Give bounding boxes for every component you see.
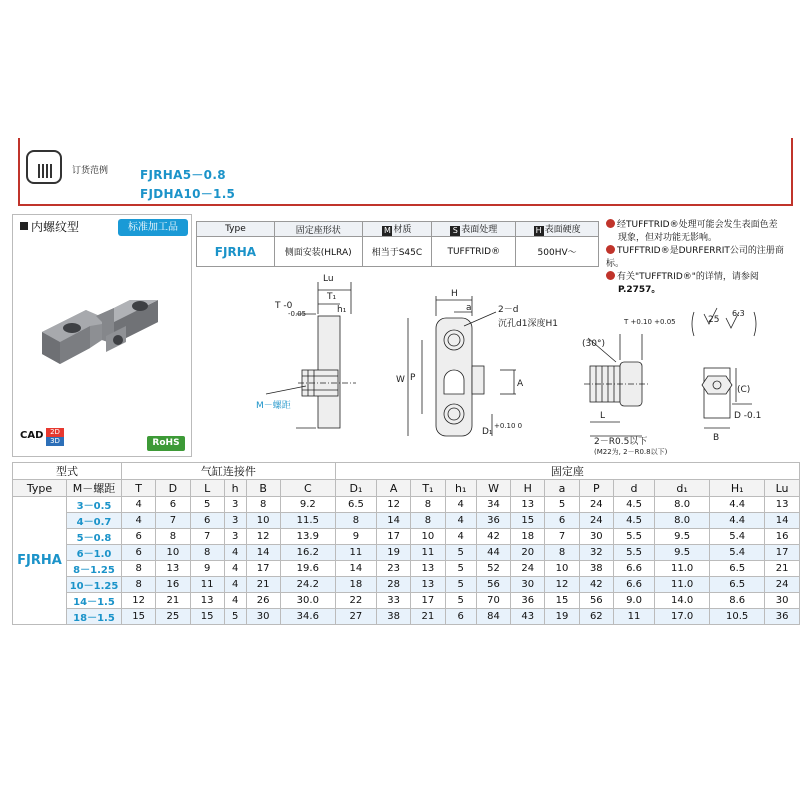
table-cell: 12 xyxy=(122,593,156,609)
col-header: L xyxy=(190,480,224,497)
type-cell: FJRHA xyxy=(13,497,67,625)
table-cell: 11 xyxy=(613,609,654,625)
note-3-page-link[interactable]: P.2757。 xyxy=(618,285,661,295)
group-header-type: 型式 xyxy=(13,463,122,480)
table-cell: 56 xyxy=(476,577,510,593)
table-cell: 38 xyxy=(579,561,613,577)
order-example-2: FJDHA10－1.5 xyxy=(140,187,236,201)
table-cell: 32 xyxy=(579,545,613,561)
group-header-connector: 气缸连接件 xyxy=(122,463,336,480)
table-cell: 14 xyxy=(765,513,800,529)
table-cell: 5 xyxy=(445,561,476,577)
spec-type-value: FJRHA xyxy=(197,237,275,267)
col-header: W xyxy=(476,480,510,497)
table-cell: 20 xyxy=(511,545,545,561)
cad-label: CAD xyxy=(20,430,44,441)
table-cell: 15 xyxy=(190,609,224,625)
table-cell: 24 xyxy=(579,513,613,529)
note-marker-icon xyxy=(606,245,615,254)
table-cell: 6 xyxy=(190,513,224,529)
table-cell: 6.5 xyxy=(710,577,765,593)
table-cell: 17.0 xyxy=(655,609,710,625)
table-cell: 36 xyxy=(765,609,800,625)
order-example-1: FJRHA5－0.8 xyxy=(140,168,226,182)
col-header: a xyxy=(545,480,579,497)
table-cell: 21 xyxy=(156,593,190,609)
dim-m-pitch: M－螺距 xyxy=(256,401,291,411)
material-icon: M xyxy=(383,226,391,235)
col-header: T₁ xyxy=(411,480,445,497)
table-cell: 30 xyxy=(579,529,613,545)
table-cell: 5 xyxy=(545,497,579,513)
table-cell: 11 xyxy=(335,545,376,561)
table-row xyxy=(13,593,800,609)
standard-badge[interactable]: 标准加工品 xyxy=(118,219,188,236)
table-cell: 15 xyxy=(511,513,545,529)
col-header: Lu xyxy=(765,480,800,497)
table-row xyxy=(13,497,800,513)
table-cell: 4 xyxy=(224,545,246,561)
table-cell: 70 xyxy=(476,593,510,609)
dim-r-note: 2－R0.5以下 xyxy=(594,437,648,447)
table-cell: 10.5 xyxy=(710,609,765,625)
table-cell: 30 xyxy=(511,577,545,593)
table-cell: 36 xyxy=(511,593,545,609)
surface-icon: S xyxy=(450,226,460,236)
front-view-drawing xyxy=(408,296,519,436)
col-header: Type xyxy=(13,480,67,497)
dim-t-plus: T +0.10 +0.05 xyxy=(624,318,676,326)
group-header-bracket: 固定座 xyxy=(335,463,799,480)
product-title-text: 内螺纹型 xyxy=(31,220,80,234)
table-cell: 6 xyxy=(122,545,156,561)
dim-h: H xyxy=(451,289,458,299)
dimension-table xyxy=(12,462,800,625)
table-cell: 30.0 xyxy=(280,593,335,609)
table-cell: 4 xyxy=(445,497,476,513)
table-cell: 42 xyxy=(476,529,510,545)
dim-counterbore: 沉孔d1深度H1 xyxy=(498,319,558,329)
table-cell: 5.5 xyxy=(613,529,654,545)
table-cell: 19 xyxy=(545,609,579,625)
dim-p: P xyxy=(410,373,416,383)
note-2-text: TUFFTRID®是DURFERRIT公司的注册商标。 xyxy=(606,246,784,269)
table-cell: 11.0 xyxy=(655,561,710,577)
table-cell: 56 xyxy=(579,593,613,609)
table-cell: 3 xyxy=(224,513,246,529)
col-header: M－螺距 xyxy=(67,480,122,497)
table-cell: 5.5 xyxy=(613,545,654,561)
spec-header-surface-text: 表面处理 xyxy=(461,225,498,235)
table-cell: 5 xyxy=(445,593,476,609)
table-cell: 9 xyxy=(190,561,224,577)
spec-shape-value: 侧面安装(HLRA) xyxy=(274,237,362,267)
table-cell: 18 xyxy=(511,529,545,545)
table-cell: 16 xyxy=(156,577,190,593)
cad-2d-button[interactable]: 2D xyxy=(46,428,64,437)
table-cell: 23 xyxy=(377,561,411,577)
table-cell: 27 xyxy=(335,609,376,625)
table-cell: 17 xyxy=(765,545,800,561)
table-cell: 26 xyxy=(246,593,280,609)
dim-d1: D₁ xyxy=(482,427,493,437)
table-cell: 21 xyxy=(411,609,445,625)
table-cell: 8.0 xyxy=(655,513,710,529)
spec-surface-value: TUFFTRID® xyxy=(432,237,516,267)
table-cell: 6.6 xyxy=(613,561,654,577)
table-row xyxy=(13,513,800,529)
table-cell: 8 xyxy=(122,577,156,593)
table-cell: 8.6 xyxy=(710,593,765,609)
table-cell: 8.0 xyxy=(655,497,710,513)
table-cell: 44 xyxy=(476,545,510,561)
spec-header-shape: 固定座形状 xyxy=(274,222,362,237)
table-row xyxy=(13,545,800,561)
table-cell: 12 xyxy=(246,529,280,545)
table-cell: 8 xyxy=(411,513,445,529)
dim-t-tol: T -0 xyxy=(275,301,293,311)
table-cell: 4 xyxy=(224,577,246,593)
spec-table xyxy=(196,221,599,267)
rohs-badge: RoHS xyxy=(147,436,185,451)
table-cell: 8 xyxy=(190,545,224,561)
m-pitch-cell: 18－1.5 xyxy=(67,609,122,625)
dim-2d: 2－d xyxy=(498,305,519,315)
table-cell: 12 xyxy=(377,497,411,513)
table-cell: 17 xyxy=(377,529,411,545)
table-cell: 13 xyxy=(411,577,445,593)
table-row xyxy=(13,561,800,577)
table-cell: 24 xyxy=(765,577,800,593)
dim-t-tol2: -0.05 xyxy=(288,310,307,318)
table-cell: 21 xyxy=(246,577,280,593)
col-header: d xyxy=(613,480,654,497)
dim-r-note2: (M22为, 2－R0.8以下) xyxy=(594,448,668,456)
dim-l: L xyxy=(600,411,606,421)
note-1 xyxy=(606,219,786,232)
spec-header-material-text: 材质 xyxy=(393,225,412,235)
table-cell: 10 xyxy=(545,561,579,577)
table-cell: 8 xyxy=(122,561,156,577)
table-row xyxy=(13,529,800,545)
m-pitch-cell: 6－1.0 xyxy=(67,545,122,561)
hardness-icon: H xyxy=(535,226,542,235)
table-cell: 10 xyxy=(246,513,280,529)
table-cell: 11 xyxy=(190,577,224,593)
table-cell: 16.2 xyxy=(280,545,335,561)
table-cell: 25 xyxy=(156,609,190,625)
table-cell: 36 xyxy=(476,513,510,529)
table-row xyxy=(13,577,800,593)
table-cell: 21 xyxy=(765,561,800,577)
col-header: H xyxy=(511,480,545,497)
dim-h1: h₁ xyxy=(337,305,347,315)
table-cell: 12 xyxy=(545,577,579,593)
table-cell: 8 xyxy=(545,545,579,561)
table-cell: 28 xyxy=(377,577,411,593)
table-cell: 22 xyxy=(335,593,376,609)
table-cell: 17 xyxy=(246,561,280,577)
table-cell: 13 xyxy=(511,497,545,513)
table-cell: 52 xyxy=(476,561,510,577)
table-cell: 4 xyxy=(122,497,156,513)
table-cell: 13.9 xyxy=(280,529,335,545)
table-cell: 13 xyxy=(190,593,224,609)
table-cell: 42 xyxy=(579,577,613,593)
table-cell: 9.2 xyxy=(280,497,335,513)
table-cell: 6 xyxy=(445,609,476,625)
table-cell: 14 xyxy=(335,561,376,577)
table-cell: 13 xyxy=(765,497,800,513)
table-cell: 4.4 xyxy=(710,513,765,529)
dim-c: (C) xyxy=(737,385,751,395)
spec-header-hardness-text: 表面硬度 xyxy=(544,225,581,235)
table-cell: 14 xyxy=(246,545,280,561)
table-cell: 7 xyxy=(156,513,190,529)
table-cell: 14 xyxy=(377,513,411,529)
table-cell: 33 xyxy=(377,593,411,609)
technical-drawings xyxy=(196,268,790,460)
table-cell: 6 xyxy=(545,513,579,529)
table-cell: 38 xyxy=(377,609,411,625)
dim-a: a xyxy=(466,303,472,313)
table-cell: 13 xyxy=(156,561,190,577)
col-header: B xyxy=(246,480,280,497)
table-cell: 30 xyxy=(765,593,800,609)
table-cell: 9.5 xyxy=(655,529,710,545)
m-pitch-cell: 3－0.5 xyxy=(67,497,122,513)
col-header: A xyxy=(377,480,411,497)
table-cell: 13 xyxy=(411,561,445,577)
order-example-label: 订货范例 xyxy=(72,166,109,176)
col-header: H₁ xyxy=(710,480,765,497)
roughness-63: 6.3 xyxy=(732,309,745,318)
table-cell: 6 xyxy=(122,529,156,545)
dim-a-upper: A xyxy=(517,379,524,389)
dim-angle: (30°) xyxy=(582,339,605,349)
table-cell: 62 xyxy=(579,609,613,625)
table-cell: 10 xyxy=(411,529,445,545)
table-cell: 15 xyxy=(545,593,579,609)
table-cell: 6.5 xyxy=(335,497,376,513)
col-header: D₁ xyxy=(335,480,376,497)
note-1-cont: 现象，但对功能无影响。 xyxy=(618,233,718,243)
table-cell: 30 xyxy=(246,609,280,625)
dim-lu: Lu xyxy=(323,274,334,284)
table-cell: 11.5 xyxy=(280,513,335,529)
roughness-25: 25 xyxy=(708,315,720,325)
table-cell: 4 xyxy=(445,513,476,529)
table-cell: 24.2 xyxy=(280,577,335,593)
table-cell: 4.4 xyxy=(710,497,765,513)
spec-header-material xyxy=(362,222,432,237)
product-image xyxy=(30,270,190,400)
dim-d1-tol: +0.10 0 xyxy=(494,422,523,430)
table-cell: 5 xyxy=(190,497,224,513)
table-cell: 7 xyxy=(545,529,579,545)
table-cell: 5.4 xyxy=(710,529,765,545)
table-cell: 3 xyxy=(224,497,246,513)
table-cell: 5.4 xyxy=(710,545,765,561)
table-cell: 10 xyxy=(156,545,190,561)
table-cell: 8 xyxy=(411,497,445,513)
order-example-box xyxy=(18,138,793,206)
table-cell: 3 xyxy=(224,529,246,545)
dim-w: W xyxy=(396,375,405,385)
table-cell: 17 xyxy=(411,593,445,609)
table-cell: 9 xyxy=(335,529,376,545)
table-cell: 5 xyxy=(445,577,476,593)
col-header: T xyxy=(122,480,156,497)
dim-b: B xyxy=(713,433,720,443)
m-pitch-cell: 5－0.8 xyxy=(67,529,122,545)
table-cell: 18 xyxy=(335,577,376,593)
table-cell: 4.5 xyxy=(613,497,654,513)
table-cell: 7 xyxy=(190,529,224,545)
spec-header-surface xyxy=(432,222,516,237)
table-cell: 5 xyxy=(224,609,246,625)
col-header: D xyxy=(156,480,190,497)
note-1-text: 经TUFFTRID®处理可能会发生表面色差 xyxy=(617,220,778,230)
col-header: h xyxy=(224,480,246,497)
table-cell: 34.6 xyxy=(280,609,335,625)
table-cell: 4 xyxy=(122,513,156,529)
table-cell: 43 xyxy=(511,609,545,625)
table-cell: 24 xyxy=(579,497,613,513)
spec-hardness-value: 500HV～ xyxy=(516,237,599,267)
table-cell: 9.0 xyxy=(613,593,654,609)
table-cell: 4.5 xyxy=(613,513,654,529)
table-cell: 8 xyxy=(335,513,376,529)
note-3-text: 有关"TUFFTRID®"的详情，请参阅 xyxy=(617,272,759,282)
table-cell: 15 xyxy=(122,609,156,625)
m-pitch-cell: 4－0.7 xyxy=(67,513,122,529)
m-pitch-cell: 10－1.25 xyxy=(67,577,122,593)
spec-material-value: 相当于S45C xyxy=(362,237,432,267)
table-cell: 4 xyxy=(445,529,476,545)
table-cell: 4 xyxy=(224,561,246,577)
catalog-icon xyxy=(26,150,62,184)
table-cell: 9.5 xyxy=(655,545,710,561)
table-cell: 8 xyxy=(246,497,280,513)
connector-drawing xyxy=(584,334,648,436)
m-pitch-cell: 14－1.5 xyxy=(67,593,122,609)
dim-t1: T₁ xyxy=(327,292,337,302)
table-cell: 16 xyxy=(765,529,800,545)
product-title xyxy=(20,218,79,235)
table-cell: 6 xyxy=(156,497,190,513)
spec-header-hardness xyxy=(516,222,599,237)
table-cell: 11 xyxy=(411,545,445,561)
table-row xyxy=(13,609,800,625)
note-marker-icon xyxy=(606,219,615,228)
table-cell: 6.6 xyxy=(613,577,654,593)
table-cell: 84 xyxy=(476,609,510,625)
table-cell: 24 xyxy=(511,561,545,577)
table-cell: 8 xyxy=(156,529,190,545)
table-cell: 14.0 xyxy=(655,593,710,609)
col-header: C xyxy=(280,480,335,497)
dim-d: D -0.1 xyxy=(734,411,762,421)
m-pitch-cell: 8－1.25 xyxy=(67,561,122,577)
col-header: P xyxy=(579,480,613,497)
table-cell: 6.5 xyxy=(710,561,765,577)
spec-header-type: Type xyxy=(197,222,275,237)
table-cell: 19 xyxy=(377,545,411,561)
table-cell: 5 xyxy=(445,545,476,561)
col-header: d₁ xyxy=(655,480,710,497)
col-header: h₁ xyxy=(445,480,476,497)
table-cell: 19.6 xyxy=(280,561,335,577)
table-cell: 34 xyxy=(476,497,510,513)
roughness-symbol-icon xyxy=(692,308,756,336)
table-cell: 11.0 xyxy=(655,577,710,593)
cad-3d-button[interactable]: 3D xyxy=(46,437,64,446)
table-cell: 4 xyxy=(224,593,246,609)
